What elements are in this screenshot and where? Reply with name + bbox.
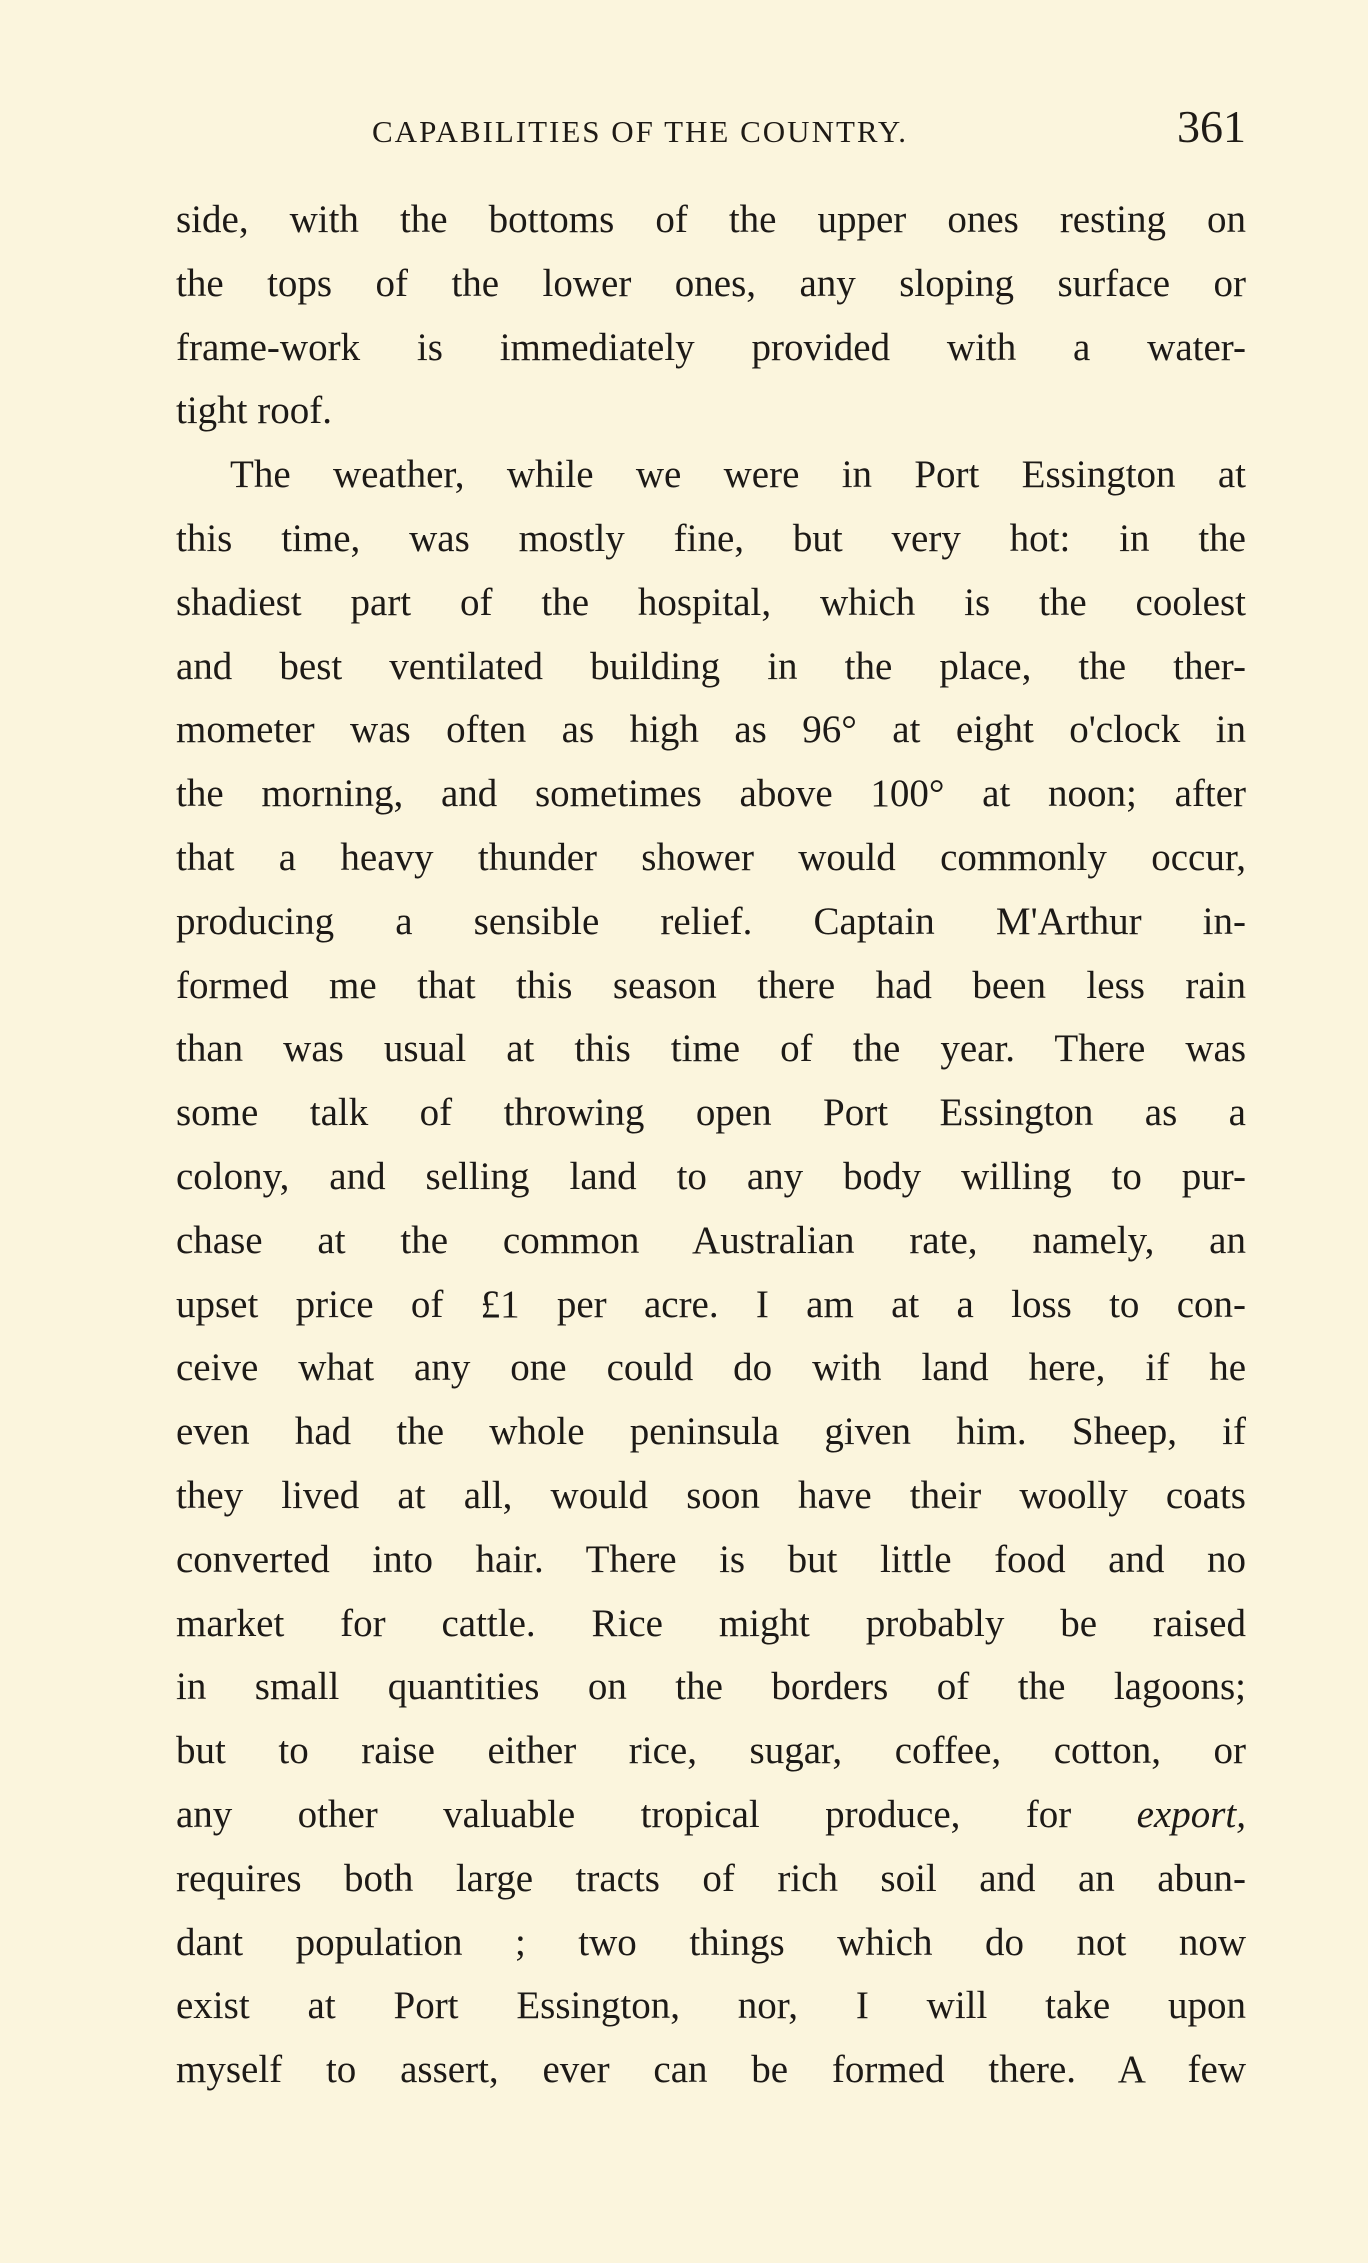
text-line: shadiest part of the hospital, which is the coolest (176, 580, 1246, 624)
text-line: and best ventilated building in the place, the ther- (176, 644, 1246, 688)
text-line: that a heavy thunder shower would commonly occur, (176, 835, 1246, 879)
text-line: ceive what any one could do with land here, if he (176, 1346, 1246, 1390)
text-line: than was usual at this time of the year. There was (176, 1027, 1246, 1071)
text-line: exist at Port Essington, nor, I will take upon (176, 1984, 1246, 2028)
text-line: formed me that this season there had been less rain (176, 963, 1246, 1007)
text-line: upset price of £1 per acre. I am at a loss to con- (176, 1282, 1246, 1326)
text-line: even had the whole peninsula given him. Sheep, if (176, 1410, 1246, 1454)
text-line: colony, and selling land to any body willing to pur- (176, 1154, 1246, 1198)
text-line: this time, was mostly fine, but very hot: in the (176, 516, 1246, 560)
text-line: some talk of throwing open Port Essington as a (176, 1091, 1246, 1135)
text-line: the morning, and sometimes above 100° at noon; after (176, 772, 1246, 816)
paragraph-first-line: The weather, while we were in Port Essington at (230, 453, 1246, 497)
text-line: the tops of the lower ones, any sloping surface or (176, 261, 1246, 305)
text-line: they lived at all, would soon have their woolly coats (176, 1473, 1246, 1517)
text-line: mometer was often as high as 96° at eight o'clock in (176, 708, 1246, 752)
text-segment: any other valuable tropical produce, for (176, 1792, 1072, 1836)
text-line: but to raise either rice, sugar, coffee, cotton, or (176, 1729, 1246, 1773)
text-line: requires both large tracts of rich soil and an abun- (176, 1856, 1246, 1900)
text-line: tight roof. (176, 389, 332, 433)
text-line: converted into hair. There is but little food and no (176, 1537, 1246, 1581)
page-number: 361 (1177, 101, 1246, 152)
running-title: CAPABILITIES OF THE COUNTRY. (372, 114, 909, 149)
body-text (176, 188, 1246, 2102)
text-line: myself to assert, ever can be formed there. A few (176, 2048, 1246, 2092)
text-line: frame-work is immediately provided with a water- (176, 325, 1246, 369)
italic-word: export, (1136, 1792, 1246, 1836)
text-line: in small quantities on the borders of the lagoons; (176, 1665, 1246, 1709)
text-line: dant population ; two things which do not now (176, 1920, 1246, 1964)
text-line: producing a sensible relief. Captain M'Arthur in- (176, 899, 1246, 943)
running-header (176, 100, 1246, 160)
text-line-with-italic (176, 1783, 1246, 1847)
text-line: chase at the common Australian rate, namely, an (176, 1218, 1246, 1262)
text-line: market for cattle. Rice might probably be raised (176, 1601, 1246, 1645)
text-line: side, with the bottoms of the upper ones resting on (176, 198, 1246, 241)
